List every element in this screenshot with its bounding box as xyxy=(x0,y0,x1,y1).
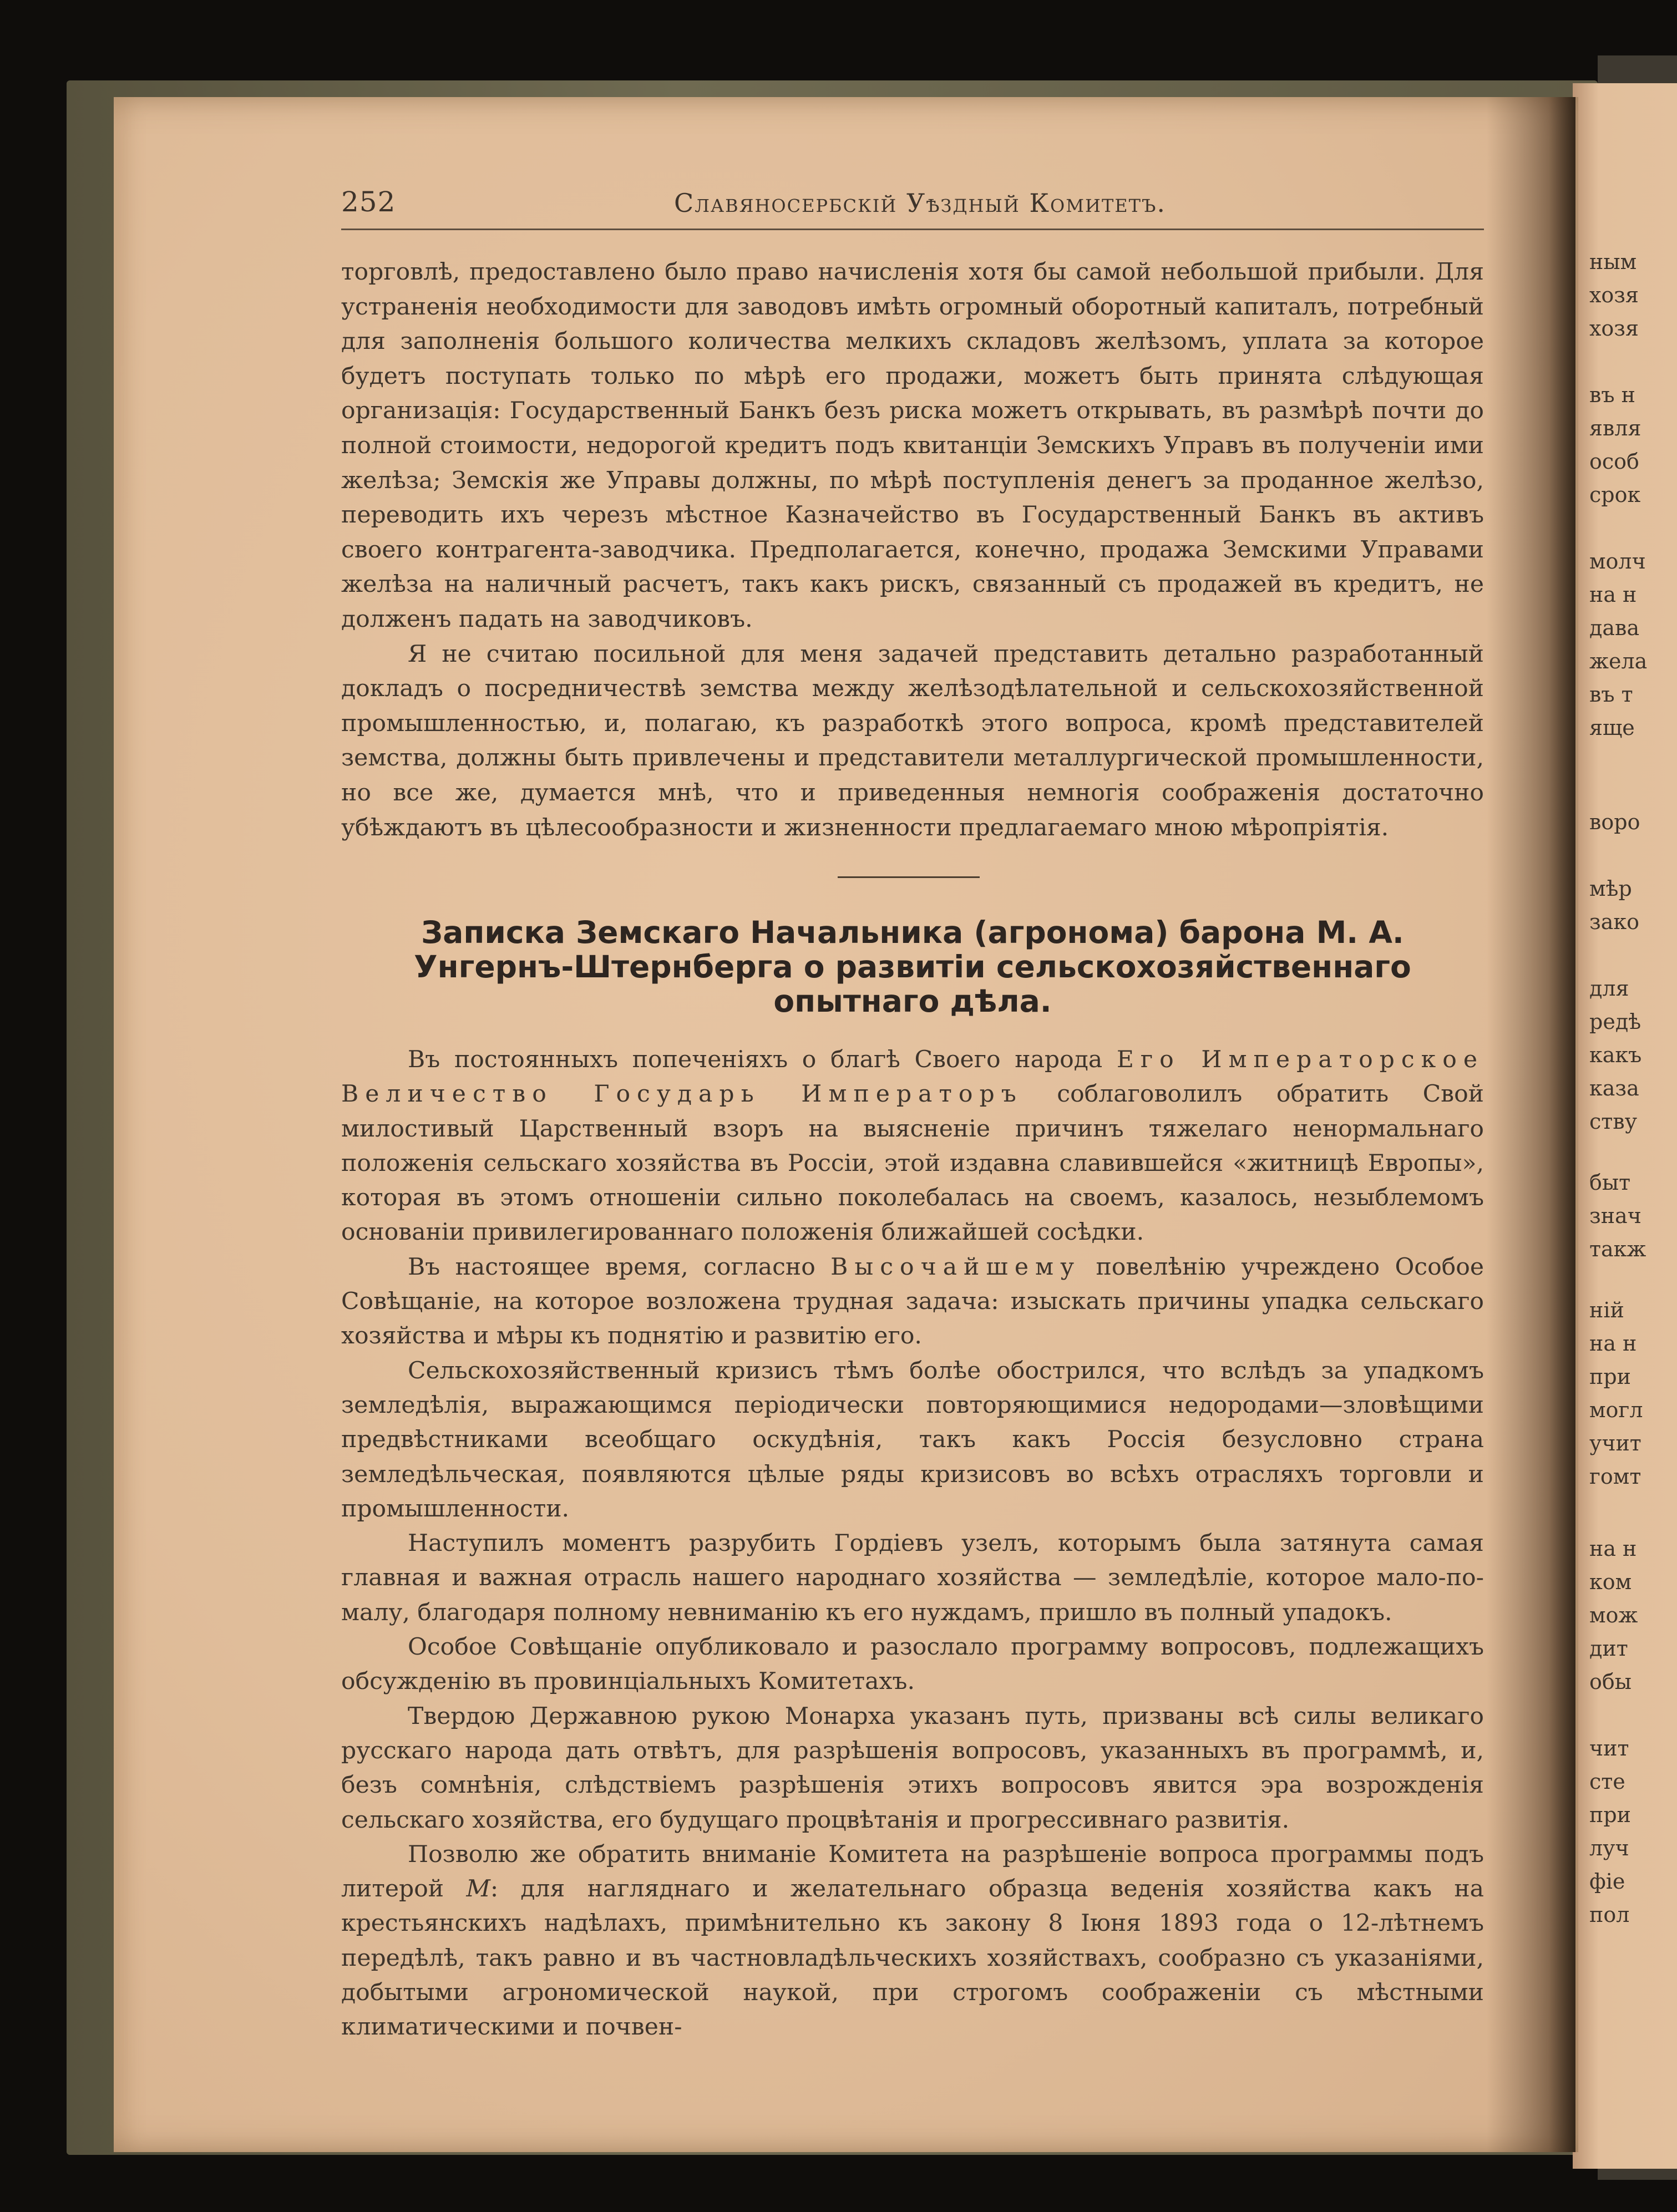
paragraph: Твердою Державною рукою Монарха указанъ путь, призваны всѣ силы великаго русскаго народа дать отвѣтъ, для разрѣшенія вопросовъ, указанныхъ въ программѣ, и, безъ сомнѣнія, слѣдствіемъ разрѣшенія этихъ вопросовъ явится эра возрожденія сельскаго хозяйства, его будущаго процвѣтанія и прогрессивнаго развитія. xyxy=(341,1702,1484,1834)
emphasized-word: Высочайшему xyxy=(830,1253,1081,1281)
facing-page-fragment: яще xyxy=(1589,716,1635,740)
facing-page-fragment: дит xyxy=(1589,1636,1628,1661)
page-gutter-shadow xyxy=(1487,97,1575,2152)
facing-page-fragment: хозя xyxy=(1589,316,1639,341)
facing-page-fragment: фіе xyxy=(1589,1869,1625,1894)
facing-page-fragment: жела xyxy=(1589,649,1648,673)
facing-page-fragment: при xyxy=(1589,1364,1631,1389)
facing-page-fragment: особ xyxy=(1589,449,1639,474)
running-title: Славяносербскій Уѣздный Комитетъ. xyxy=(674,188,1167,218)
paragraph-text: : для нагляднаго и желательнаго образца веденія хозяйства какъ на крестьянскихъ надѣлахъ, примѣнительно къ закону 8 Іюня 1893 года о 12-лѣтнемъ передѣлѣ, такъ равно и въ частновладѣльческихъ хозяйствахъ, сообразно съ указаніями, добытыми агрономической наукой, при строгомъ соображеніи съ мѣстными климатическими и почвен- xyxy=(341,1875,1485,2041)
facing-page-fragment: такж xyxy=(1589,1237,1646,1261)
facing-page-fragment: молч xyxy=(1589,549,1646,574)
facing-page-fragment: хозя xyxy=(1589,283,1639,307)
facing-page-fragment: луч xyxy=(1589,1836,1629,1860)
facing-page-fragment: въ н xyxy=(1589,383,1635,407)
facing-page-fragment: на н xyxy=(1589,1331,1637,1356)
book-page xyxy=(114,97,1578,2152)
facing-page-fragment: учит xyxy=(1589,1431,1641,1455)
facing-page-fragment: могл xyxy=(1589,1398,1643,1422)
facing-page-fragment: гомт xyxy=(1589,1464,1641,1489)
paragraph-text: повелѣнію учреждено Особое Совѣщаніе, на которое возложена трудная задача: изыскать причины упадка сельскаго хозяйства и мѣры къ поднятію и развитію его. xyxy=(341,1253,1484,1350)
paragraph: Я не считаю посильной для меня задачей представить детально разработанный докладъ о посредничествѣ земства между желѣзодѣлательной и сельскохозяйственной промышленностью, и, полагаю, къ разработкѣ этого вопроса, кромѣ представителей земства, должны быть привлечены и представители металлургической промышленности, но все же, думается мнѣ, что и приведенныя немногія соображенія достаточно убѣждаютъ въ цѣлесообразности и жизненности предлагаемаго мною мѣропріятія. xyxy=(341,640,1484,841)
facing-page-fragment: чит xyxy=(1589,1736,1629,1761)
running-head xyxy=(341,186,1478,225)
header-rule xyxy=(341,229,1484,230)
facing-page-fragment: срок xyxy=(1589,483,1641,507)
paragraph: Наступилъ моментъ разрубить Гордіевъ узелъ, которымъ была затянута самая главная и важная отрасль нашего народнаго хозяйства — земледѣліе, которое мало-по-малу, благодаря полному невниманію къ его нуждамъ, пришло въ полный упадокъ. xyxy=(341,1530,1484,1626)
facing-page-fragment: ком xyxy=(1589,1570,1632,1594)
continued-text xyxy=(341,255,1484,845)
facing-page-fragment: мож xyxy=(1589,1603,1638,1627)
paragraph xyxy=(341,1250,1484,1354)
paragraph: Сельскохозяйственный кризисъ тѣмъ болѣе обострился, что вслѣдъ за упадкомъ земледѣлія, выражающимся періодически повторяющимися недородами—зловѣщими предвѣстниками всеобщаго оскудѣнія, такъ какъ Россія безусловно страна земледѣльческая, появляются цѣлые ряды кризисовъ во всѣхъ отрасляхъ торговли и промышленности. xyxy=(341,1357,1484,1523)
paragraph xyxy=(341,1838,1484,2045)
facing-page-fragment: быт xyxy=(1589,1170,1631,1195)
facing-page-fragment: обы xyxy=(1589,1670,1632,1694)
facing-page-fragment: ным xyxy=(1589,250,1637,274)
section-divider xyxy=(838,876,980,878)
facing-page-fragment: при xyxy=(1589,1803,1631,1827)
facing-page-fragment: явля xyxy=(1589,416,1641,440)
facing-page-fragment: воро xyxy=(1589,810,1640,834)
paragraph-text: Въ постоянныхъ попеченіяхъ о благѣ Своего народа xyxy=(408,1046,1103,1073)
section-body xyxy=(341,1043,1484,2045)
facing-page-fragment: какъ xyxy=(1589,1043,1642,1067)
facing-page-fragment: на н xyxy=(1589,1536,1637,1561)
emphasized-title: Его Императорское Величество Государь Императоръ xyxy=(341,1046,1484,1108)
paragraph-text: Позволю же обратить вниманіе Комитета на разрѣшеніе вопроса программы подъ литерой xyxy=(341,1840,1484,1903)
paragraph: Особое Совѣщаніе опубликовало и разослало программу вопросовъ, подлежащихъ обсужденію въ провинціальныхъ Комитетахъ. xyxy=(341,1633,1484,1696)
facing-page-fragment: мѣр xyxy=(1589,876,1632,901)
paragraph xyxy=(341,1043,1484,1250)
facing-page-fragment: ству xyxy=(1589,1109,1638,1134)
facing-page-fragment: дава xyxy=(1589,616,1640,640)
facing-page-fragment: знач xyxy=(1589,1204,1641,1228)
page-number: 252 xyxy=(341,186,396,218)
facing-page-fragment: редѣ xyxy=(1589,1009,1641,1034)
section-title: Записка Земскаго Начальника (агронома) барона М. А. Унгернъ-Штернберга о развитіи сельскохозяйственнаго опытнаго дѣла. xyxy=(414,915,1411,1019)
italic-letter: М xyxy=(466,1875,490,1903)
paragraph-text: соблаговолилъ обратить Свой милостивый Царственный взоръ на выясненіе причинъ тяжелаго ненормальнаго положенія сельскаго хозяйства въ Россіи, этой издавна славившейся «житницѣ Европы», которая въ этомъ отношеніи сильно поколебалась на своемъ, казалось, незыблемомъ основаніи привилегированнаго положенія ближайшей сосѣдки. xyxy=(341,1080,1484,1246)
facing-page-fragment: пол xyxy=(1589,1902,1630,1927)
facing-page xyxy=(1573,83,1677,2169)
facing-page-fragment: въ т xyxy=(1589,682,1633,707)
facing-page-fragment: сте xyxy=(1589,1769,1625,1794)
paragraph: торговлѣ, предоставлено было право начисленія хотя бы самой небольшой прибыли. Для устраненія необходимости для заводовъ имѣть огромный оборотный капиталъ, потребный для заполненія большого количества мелкихъ складовъ желѣзомъ, уплата за которое будетъ поступать только по мѣрѣ его продажи, можетъ быть принята слѣдующая организація: Государственный Банкъ безъ риска можетъ открывать, въ размѣрѣ почти до полной стоимости, недорогой кредитъ подъ квитанціи Земскихъ Управъ въ полученіи ими желѣза; Земскія же Управы должны, по мѣрѣ поступленія денегъ за проданное желѣзо, переводить ихъ черезъ мѣстное Казначейство въ Государственный Банкъ въ активъ своего контрагента-заводчика. Предполагается, конечно, продажа Земскими Управами желѣза на наличный расчетъ, такъ какъ рискъ, связанный съ продажей въ кредитъ, не долженъ падать на заводчиковъ. xyxy=(341,258,1484,633)
paragraph-text: Въ настоящее время, согласно xyxy=(408,1253,815,1281)
facing-page-fragment: для xyxy=(1589,976,1629,1001)
facing-page-fragment: на н xyxy=(1589,582,1637,607)
facing-page-fragment: зако xyxy=(1589,910,1640,934)
facing-page-fragment: ній xyxy=(1589,1298,1624,1322)
facing-page-fragment: каза xyxy=(1589,1076,1639,1100)
